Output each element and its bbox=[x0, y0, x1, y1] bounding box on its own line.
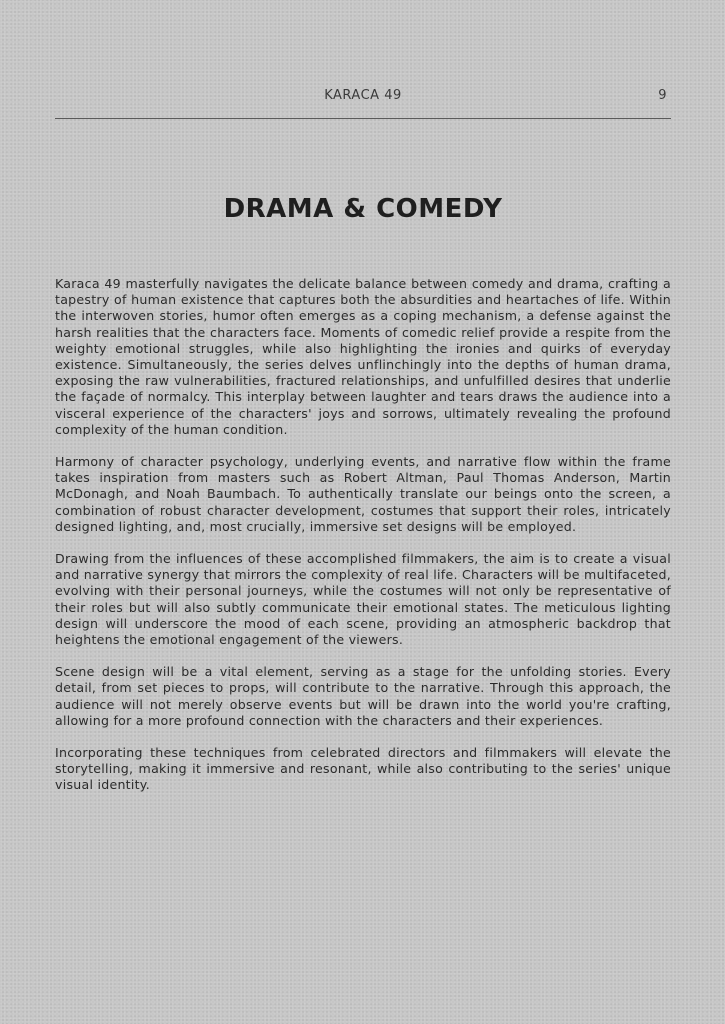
paragraph: Incorporating these techniques from celebrated directors and filmmakers will elevate the storytelling, making it immersive and resonant, while also contributing to the series' unique visual identity. bbox=[55, 745, 671, 793]
paragraph: Drawing from the influences of these accomplished filmmakers, the aim is to create a visual and narrative synergy that mirrors the complexity of real life. Characters will be multifaceted, evolving with their personal journeys, while the costumes will not only be representative of their roles but will also subtly communicate their emotional states. The meticulous lighting design will underscore the mood of each scene, providing an atmospheric backdrop that heightens the emotional engagement of the viewers. bbox=[55, 551, 671, 648]
running-header bbox=[55, 86, 671, 108]
header-title: KARACA 49 bbox=[324, 88, 402, 103]
body-text bbox=[55, 276, 671, 810]
header-divider bbox=[55, 118, 671, 119]
paragraph: Harmony of character psychology, underlying events, and narrative flow within the frame takes inspiration from masters such as Robert Altman, Paul Thomas Anderson, Martin McDonagh, and Noah Baumbach. To authentically translate our beings onto the screen, a combination of robust character development, costumes that support their roles, intricately designed lighting, and, most crucially, immersive set designs will be employed. bbox=[55, 454, 671, 534]
paragraph: Karaca 49 masterfully navigates the delicate balance between comedy and drama, crafting a tapestry of human existence that captures both the absurdities and heartaches of life. Within the interwoven stories, humor often emerges as a coping mechanism, a defense against the harsh realities that the characters face. Moments of comedic relief provide a respite from the weighty emotional struggles, while also highlighting the ironies and quirks of everyday existence. Simultaneously, the series delves unflinchingly into the depths of human drama, exposing the raw vulnerabilities, fractured relationships, and unfulfilled desires that underlie the façade of normalcy. This interplay between laughter and tears draws the audience into a visceral experience of the characters' joys and sorrows, ultimately revealing the profound complexity of the human condition. bbox=[55, 276, 671, 437]
page-number: 9 bbox=[658, 88, 667, 103]
section-title: DRAMA & COMEDY bbox=[223, 194, 503, 224]
paragraph: Scene design will be a vital element, serving as a stage for the unfolding stories. Every detail, from set pieces to props, will contribute to the narrative. Through this approach, the audience will not merely observe events but will be drawn into the world you're crafting, allowing for a more profound connection with the characters and their experiences. bbox=[55, 664, 671, 728]
